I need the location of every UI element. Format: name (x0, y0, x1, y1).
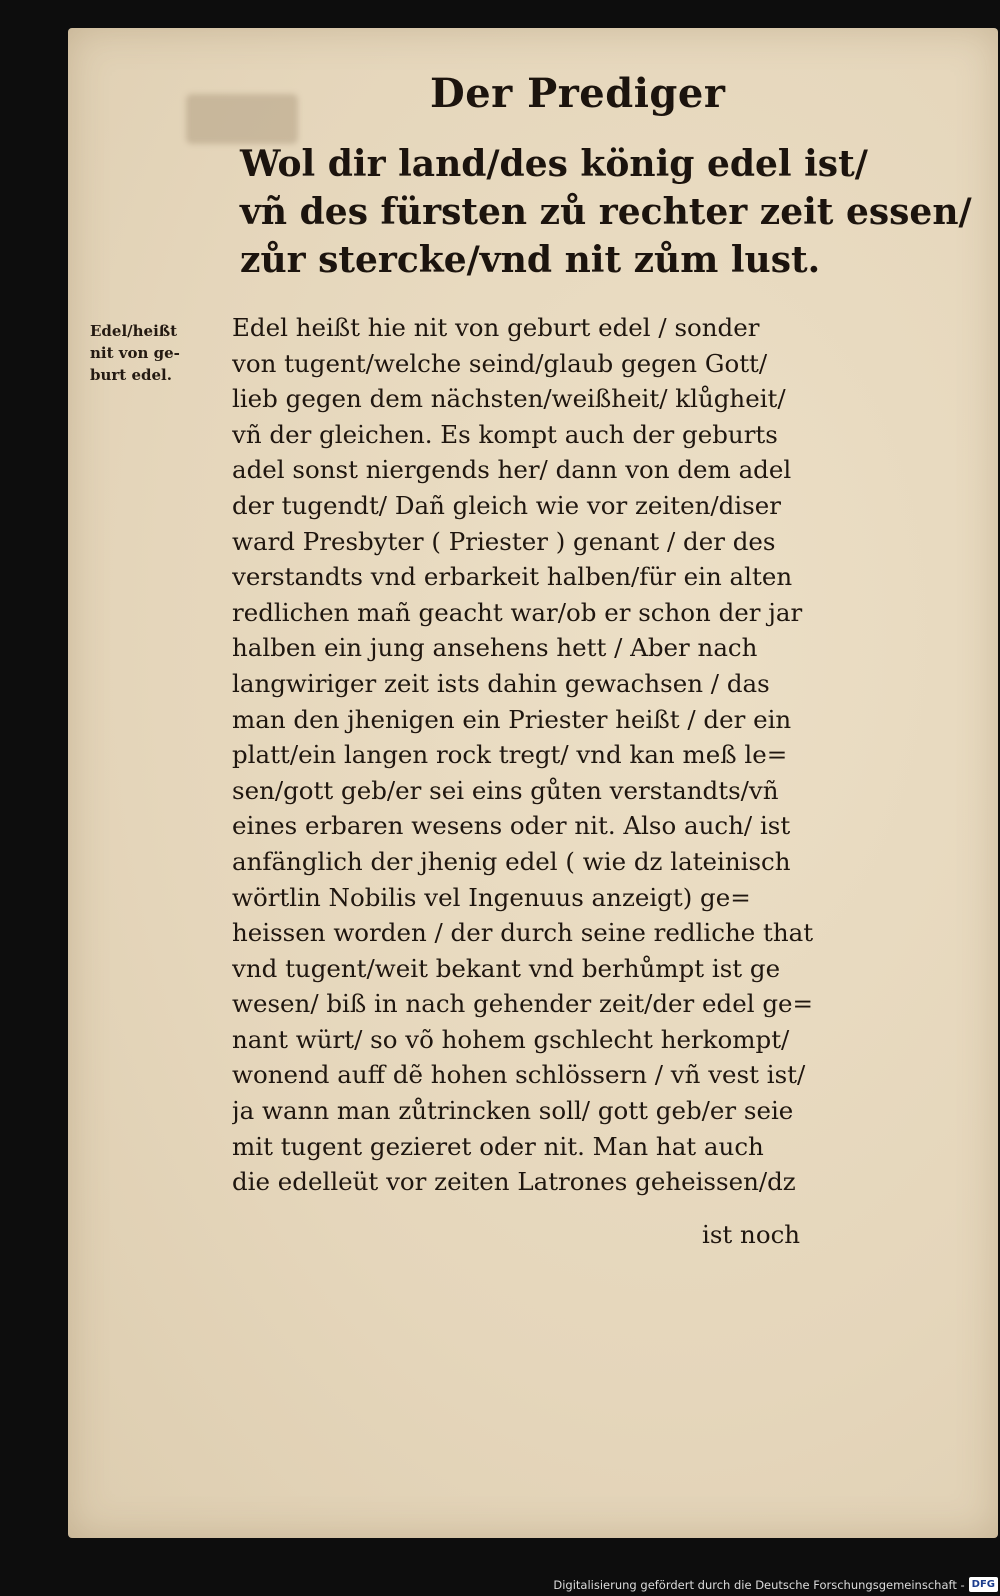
body-line: ward Presbyter ( Priester ) genant / der des (232, 526, 776, 556)
body-line: man den jhenigen ein Priester heißt / der ein (232, 704, 792, 734)
body-line: von tugent/welche seind/glaub gegen Gott/ (232, 348, 768, 378)
body-line: anfänglich der jhenig edel ( wie dz lateinisch (232, 846, 791, 876)
body-line: halben ein jung ansehens hett / Aber nach (232, 633, 758, 663)
body-line: der tugendt/ Dañ gleich wie vor zeiten/diser (232, 490, 781, 520)
heading-line: Wol dir land/des könig edel ist/ (240, 143, 868, 185)
show-through-ink (186, 94, 298, 144)
body-line: mit tugent gezieret oder nit. Man hat auch (232, 1131, 764, 1161)
body-line: vnd tugent/weit bekant vnd berhůmpt ist ge (232, 953, 781, 983)
body-line: vñ der gleichen. Es kompt auch der geburts (232, 419, 778, 449)
body-line: ja wann man zůtrincken soll/ gott geb/er seie (232, 1096, 794, 1126)
dfg-logo: DFG (969, 1577, 998, 1592)
body-line: redlichen mañ geacht war/ob er schon der jar (232, 597, 803, 627)
body-line: nant würt/ so võ hohem gschlecht herkompt/ (232, 1024, 790, 1054)
body-line: eines erbaren wesens oder nit. Also auch/ ist (232, 811, 791, 841)
heading-line: vñ des fürsten zů rechter zeit essen/ (240, 191, 972, 233)
running-head: Der Prediger (430, 70, 726, 117)
body-line: verstandts vnd erbarkeit halben/für ein alten (232, 562, 793, 592)
marginal-note (90, 320, 220, 386)
body-line: platt/ein langen rock tregt/ vnd kan meß le= (232, 740, 788, 770)
verse-heading (240, 140, 972, 284)
marginal-note-line: nit von ge- (90, 344, 180, 362)
marginal-note-line: burt edel. (90, 366, 172, 384)
footer-text: Digitalisierung gefördert durch die Deutsche Forschungsgemeinschaft - (553, 1577, 965, 1592)
body-text (232, 310, 912, 1200)
body-line: wörtlin Nobilis vel Ingenuus anzeigt) ge= (232, 882, 751, 912)
marginal-note-line: Edel/heißt (90, 322, 178, 340)
heading-line: zůr stercke/vnd nit zům lust. (240, 239, 821, 281)
body-line: wonend auff dẽ hohen schlössern / vñ vest ist/ (232, 1060, 806, 1090)
body-line: heissen worden / der durch seine redliche that (232, 918, 814, 948)
body-line: die edelleüt vor zeiten Latrones geheissen/dz (232, 1167, 796, 1197)
body-line: langwiriger zeit ists dahin gewachsen / das (232, 668, 770, 698)
body-line: Edel heißt hie nit von geburt edel / sonder (232, 313, 760, 342)
body-line: wesen/ biß in nach gehender zeit/der edel ge= (232, 989, 814, 1019)
catchword: ist noch (702, 1220, 801, 1249)
footer-credit (553, 1573, 1000, 1596)
body-line: lieb gegen dem nächsten/weißheit/ klůgheit/ (232, 384, 786, 414)
body-line: adel sonst niergends her/ dann von dem adel (232, 455, 792, 485)
body-line: sen/gott geb/er sei eins gůten verstandts/vñ (232, 775, 779, 805)
